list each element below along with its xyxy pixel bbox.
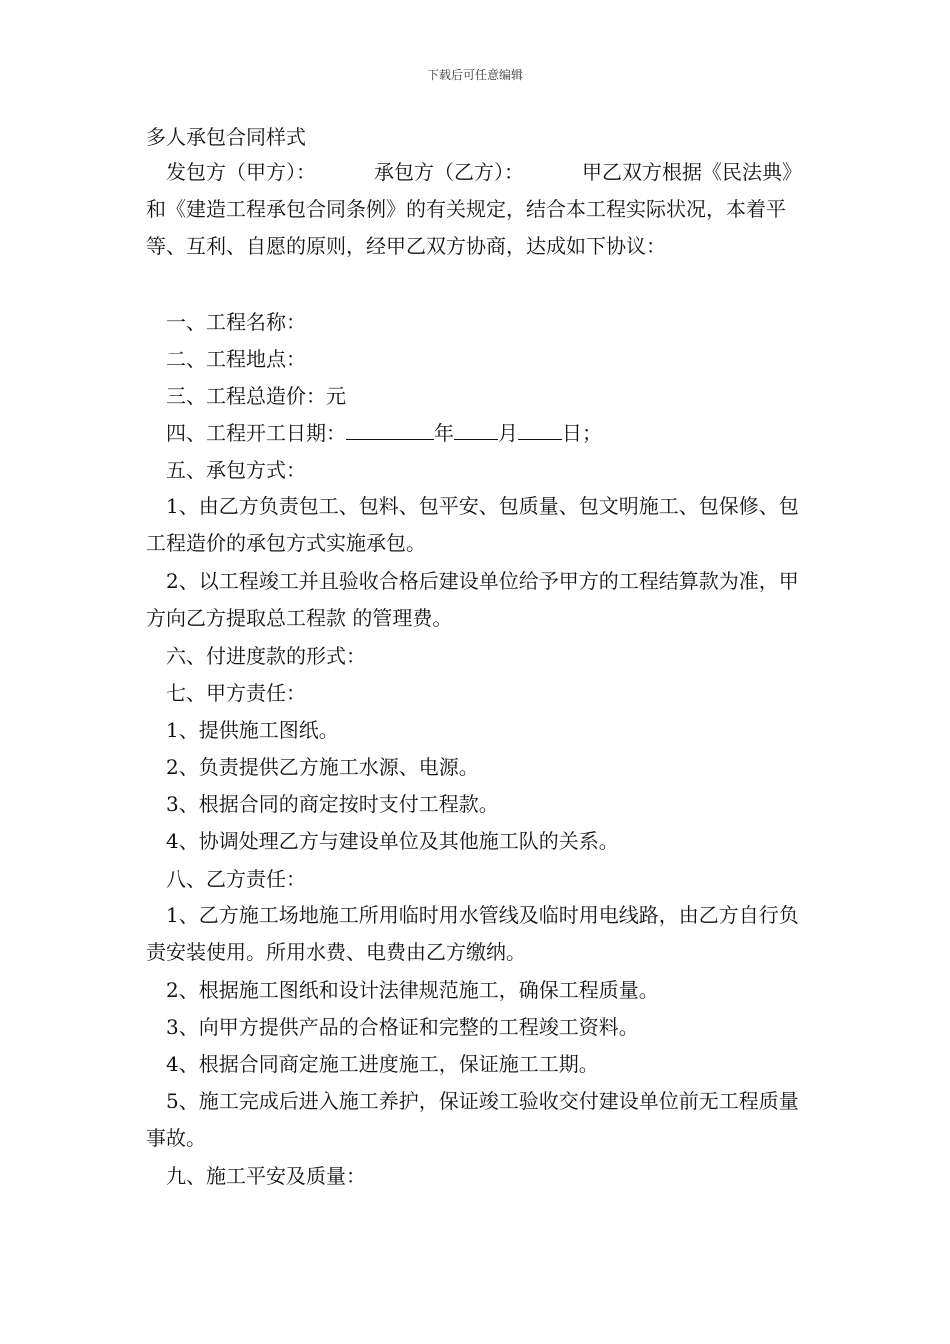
party-b-duty-heading: 八、乙方责任： [166,867,306,891]
document-title: 多人承包合同样式 [146,125,306,149]
year-blank [346,419,434,440]
month-blank [454,419,498,440]
contract-mode-heading: 五、承包方式： [166,458,306,482]
party-b-duty-3: 3、向甲方提供产品的合格证和完整的工程竣工资料。 [166,1015,639,1039]
party-b-duty-1: 1、乙方施工场地施工所用临时用水管线及临时用电线路，由乙方自行负责安装使用。所用水费、电费由乙方缴纳。 [146,903,799,964]
party-b-duty-4: 4、根据合同商定施工进度施工，保证施工工期。 [166,1052,599,1076]
party-a-duty-heading: 七、甲方责任： [166,681,306,705]
intro-text: 甲乙双方根据《民法典》和《建造工程承包合同条例》的有关规定，结合本工程实际状况，本着平等、互利、自愿的原则，经甲乙双方协商，达成如下协议： [146,160,802,258]
party-b-duty-2: 2、根据施工图纸和设计法律规范施工，确保工程质量。 [166,978,659,1002]
party-a-duty-1: 1、提供施工图纸。 [166,718,339,742]
total-cost-line: 三、工程总造价：元 [166,384,346,408]
party-b-label: 承包方（乙方）： [374,160,524,184]
project-location-line: 二、工程地点： [166,347,306,371]
safety-quality-heading: 九、施工平安及质量： [166,1164,366,1188]
day-label: 日； [562,421,602,445]
intro-paragraph [146,154,810,265]
party-a-duty-4: 4、协调处理乙方与建设单位及其他施工队的关系。 [166,829,619,853]
mode-item-1: 1、由乙方负责包工、包料、包平安、包质量、包文明施工、包保修、包工程造价的承包方式实施承包。 [146,494,799,555]
mode-item-2: 2、以工程竣工并且验收合格后建设单位给予甲方的工程结算款为准，甲方向乙方提取总工程款 的管理费。 [146,569,799,630]
start-date-line [146,418,602,448]
header-note: 下载后可任意编辑 [426,68,523,82]
party-a-label: 发包方（甲方）： [166,160,316,184]
day-blank [518,419,562,440]
month-label: 月 [498,421,518,445]
party-a-duty-3: 3、根据合同的商定按时支付工程款。 [166,792,499,816]
party-a-duty-2: 2、负责提供乙方施工水源、电源。 [166,755,479,779]
progress-payment-heading: 六、付进度款的形式： [166,644,366,668]
year-label: 年 [434,421,454,445]
start-date-label: 四、工程开工日期： [166,421,346,445]
party-b-duty-5: 5、施工完成后进入施工养护，保证竣工验收交付建设单位前无工程质量事故。 [146,1089,799,1150]
project-name-line: 一、工程名称： [166,310,306,334]
